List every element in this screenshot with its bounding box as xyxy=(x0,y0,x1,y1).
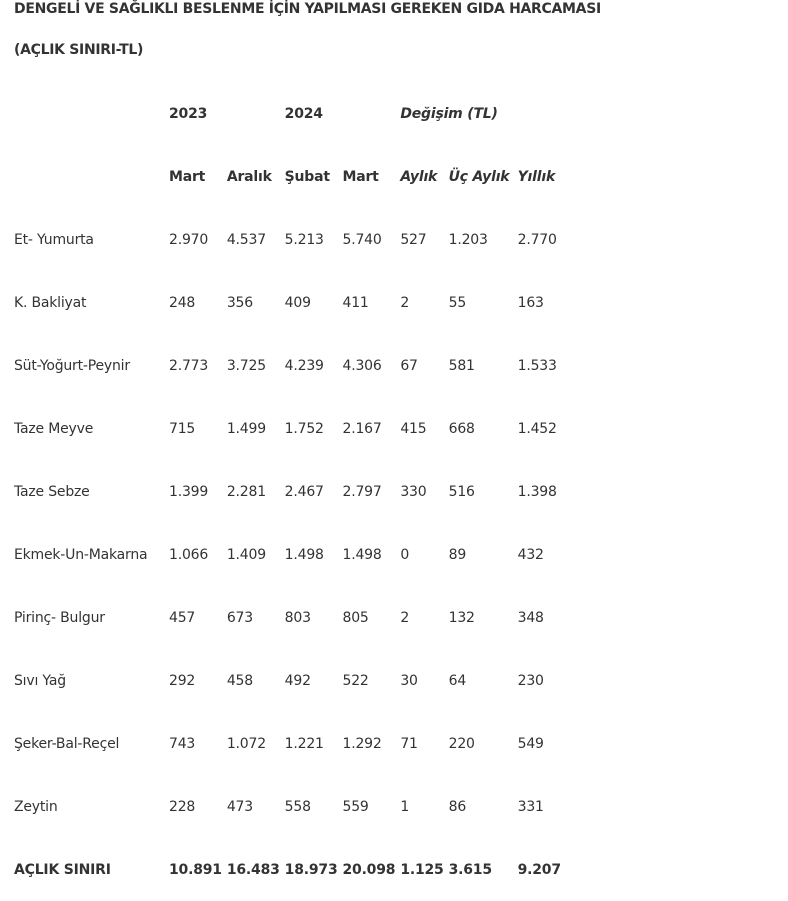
value-cell: 516 xyxy=(448,483,475,500)
value-cell: 220 xyxy=(448,735,475,752)
total-row xyxy=(9,838,578,901)
value-cell: 715 xyxy=(169,420,196,437)
item-name: Sıvı Yağ xyxy=(14,672,66,689)
value-cell: 1.533 xyxy=(517,357,557,374)
value-cell: 4.239 xyxy=(284,357,324,374)
value-cell: 1.398 xyxy=(517,483,557,500)
month-header-row xyxy=(9,145,578,208)
value-cell: 89 xyxy=(448,546,467,563)
col-header-yillik: Yıllık xyxy=(517,168,556,185)
col-header-uc-aylik: Üç Aylık xyxy=(448,168,510,185)
value-cell: 1.752 xyxy=(284,420,324,437)
value-cell: 230 xyxy=(517,672,544,689)
value-cell: 1 xyxy=(400,798,410,815)
total-value: 20.098 xyxy=(342,861,396,878)
value-cell: 411 xyxy=(342,294,369,311)
header-empty-cell xyxy=(9,145,164,208)
table-row xyxy=(9,334,578,397)
value-cell: 473 xyxy=(226,798,253,815)
value-cell: 458 xyxy=(226,672,253,689)
value-cell: 1.409 xyxy=(226,546,266,563)
value-cell: 559 xyxy=(342,798,369,815)
value-cell: 0 xyxy=(400,546,410,563)
value-cell: 228 xyxy=(169,798,196,815)
value-cell: 409 xyxy=(284,294,311,311)
value-cell: 1.498 xyxy=(342,546,382,563)
header-empty-cell xyxy=(337,82,395,145)
value-cell: 2.467 xyxy=(284,483,324,500)
table-row xyxy=(9,208,578,271)
col-header-subat: Şubat xyxy=(284,168,330,185)
table-row xyxy=(9,586,578,649)
total-value: 9.207 xyxy=(517,861,561,878)
value-cell: 248 xyxy=(169,294,196,311)
value-cell: 2 xyxy=(400,609,410,626)
value-cell: 549 xyxy=(517,735,544,752)
header-empty-cell xyxy=(9,82,164,145)
value-cell: 805 xyxy=(342,609,369,626)
table-row xyxy=(9,460,578,523)
value-cell: 1.066 xyxy=(169,546,209,563)
value-cell: 415 xyxy=(400,420,427,437)
total-value: 1.125 xyxy=(400,861,444,878)
value-cell: 2.773 xyxy=(169,357,209,374)
value-cell: 1.498 xyxy=(284,546,324,563)
item-name: Ekmek-Un-Makarna xyxy=(14,546,148,563)
value-cell: 1.203 xyxy=(448,231,488,248)
item-name: Süt-Yoğurt-Peynir xyxy=(14,357,130,374)
item-name: Et- Yumurta xyxy=(14,231,94,248)
value-cell: 4.306 xyxy=(342,357,382,374)
value-cell: 1.072 xyxy=(226,735,266,752)
value-cell: 2 xyxy=(400,294,410,311)
value-cell: 558 xyxy=(284,798,311,815)
table-row xyxy=(9,775,578,838)
value-cell: 803 xyxy=(284,609,311,626)
col-header-mart-2023: Mart xyxy=(169,168,206,185)
col-header-aralik: Aralık xyxy=(226,168,272,185)
value-cell: 5.740 xyxy=(342,231,382,248)
year-header-row xyxy=(9,82,578,145)
table-row xyxy=(9,712,578,775)
value-cell: 330 xyxy=(400,483,427,500)
year-2023-header: 2023 xyxy=(169,105,208,122)
item-name: Zeytin xyxy=(14,798,58,815)
value-cell: 356 xyxy=(226,294,253,311)
value-cell: 1.452 xyxy=(517,420,557,437)
total-value: 10.891 xyxy=(169,861,222,878)
value-cell: 2.167 xyxy=(342,420,382,437)
value-cell: 432 xyxy=(517,546,544,563)
value-cell: 743 xyxy=(169,735,196,752)
value-cell: 4.537 xyxy=(226,231,266,248)
table-row xyxy=(9,397,578,460)
value-cell: 2.770 xyxy=(517,231,557,248)
value-cell: 132 xyxy=(448,609,475,626)
total-value: 18.973 xyxy=(284,861,338,878)
value-cell: 292 xyxy=(169,672,196,689)
item-name: Taze Meyve xyxy=(14,420,94,437)
value-cell: 1.292 xyxy=(342,735,382,752)
value-cell: 1.399 xyxy=(169,483,209,500)
value-cell: 1.499 xyxy=(226,420,266,437)
page-title: DENGELİ VE SAĞLIKLI BESLENME İÇİN YAPILMASI GEREKEN GIDA HARCAMASI xyxy=(14,1,601,17)
change-header: Değişim (TL) xyxy=(400,105,498,122)
table-row xyxy=(9,523,578,586)
col-header-aylik: Aylık xyxy=(400,168,438,185)
value-cell: 668 xyxy=(448,420,475,437)
value-cell: 86 xyxy=(448,798,467,815)
year-2024-header: 2024 xyxy=(284,105,323,122)
item-name: Pirinç- Bulgur xyxy=(14,609,105,626)
total-value: 3.615 xyxy=(448,861,492,878)
table-row xyxy=(9,271,578,334)
value-cell: 71 xyxy=(400,735,418,752)
header-empty-cell xyxy=(222,82,280,145)
value-cell: 30 xyxy=(400,672,418,689)
value-cell: 3.725 xyxy=(226,357,266,374)
item-name: Şeker-Bal-Reçel xyxy=(14,735,120,752)
value-cell: 1.221 xyxy=(284,735,324,752)
value-cell: 348 xyxy=(517,609,544,626)
value-cell: 581 xyxy=(448,357,475,374)
item-name: Taze Sebze xyxy=(14,483,90,500)
value-cell: 527 xyxy=(400,231,427,248)
value-cell: 457 xyxy=(169,609,196,626)
value-cell: 522 xyxy=(342,672,369,689)
total-label: AÇLIK SINIRI xyxy=(14,861,111,878)
item-name: K. Bakliyat xyxy=(14,294,87,311)
value-cell: 492 xyxy=(284,672,311,689)
value-cell: 673 xyxy=(226,609,253,626)
page-subtitle: (AÇLIK SINIRI-TL) xyxy=(14,42,144,58)
value-cell: 163 xyxy=(517,294,544,311)
table-row xyxy=(9,649,578,712)
value-cell: 2.797 xyxy=(342,483,382,500)
value-cell: 5.213 xyxy=(284,231,324,248)
value-cell: 2.970 xyxy=(169,231,209,248)
total-value: 16.483 xyxy=(226,861,280,878)
value-cell: 55 xyxy=(448,294,467,311)
value-cell: 2.281 xyxy=(226,483,266,500)
value-cell: 67 xyxy=(400,357,418,374)
value-cell: 64 xyxy=(448,672,467,689)
col-header-mart-2024: Mart xyxy=(342,168,379,185)
value-cell: 331 xyxy=(517,798,544,815)
food-expenditure-table xyxy=(9,82,578,901)
